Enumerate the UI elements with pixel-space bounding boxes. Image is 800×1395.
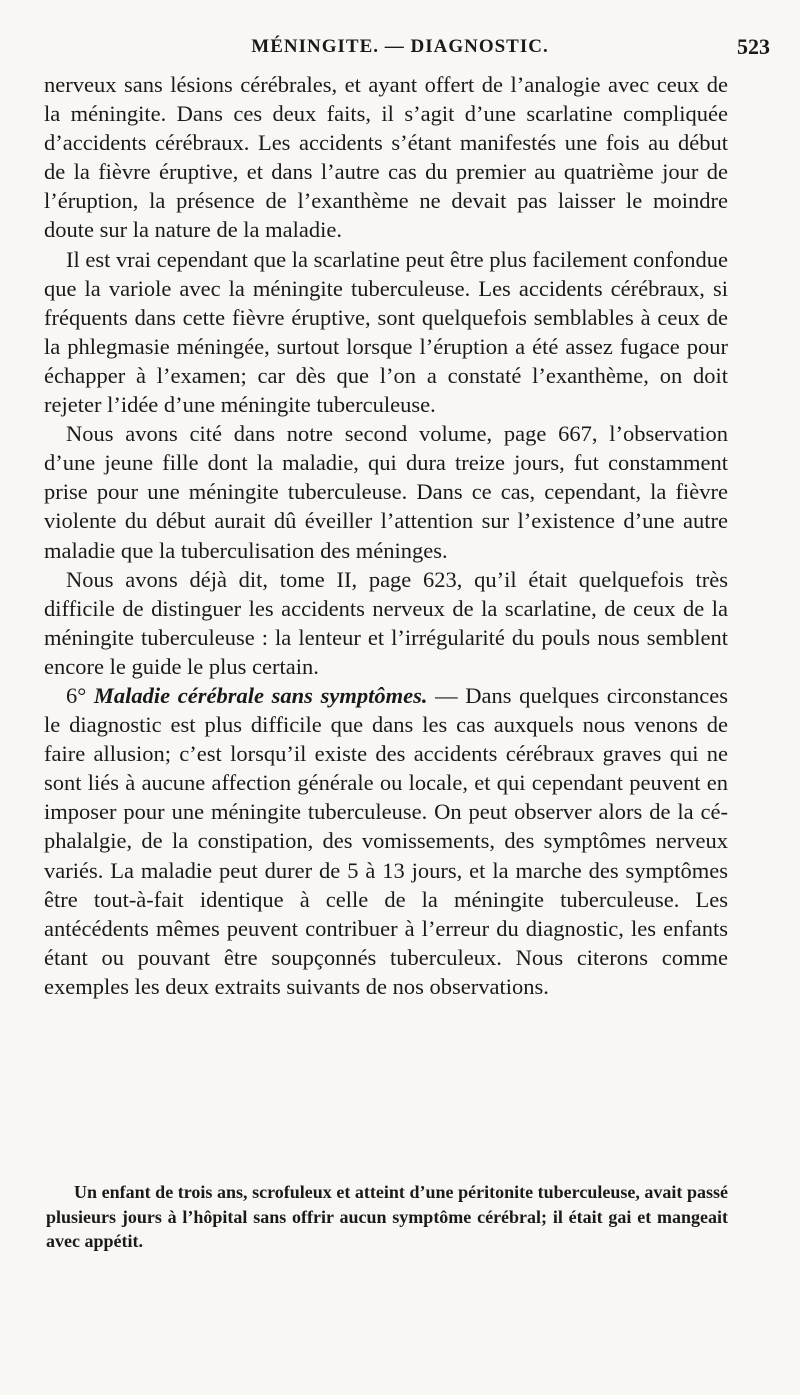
running-title: MÉNINGITE. — DIAGNOSTIC. bbox=[251, 36, 549, 57]
observation-extract bbox=[46, 1180, 728, 1254]
running-head bbox=[0, 36, 800, 66]
page-number: 523 bbox=[737, 34, 770, 59]
paragraph-pouls: Nous avons déjà dit, tome II, page 623, qu’il était quelquefois très difficile de distinguer les accidents nerveux de la scarlatine, de ceux de la méningite tuberculeuse : la lenteur et l’irrégularité du pouls nous semblent encore le guide le plus certain. bbox=[44, 566, 728, 679]
paragraph-scarlatine: Il est vrai cependant que la scarlatine peut être plus facilement confondue que la variole avec la méningite tuberculeuse. Les accidents cérébraux, si fréquents dans cette fièvre éruptive, sont quelquefois semblables à ceux de la phlegmasie méningée, surtout lorsque l’éruption a été assez fugace pour échapper à l’examen; car dès que l’on a constaté l’exanthème, on doit rejeter l’idée d’une méningite tuberculeuse. bbox=[44, 246, 728, 418]
paragraph-observation: Nous avons cité dans notre second volume, page 667, l’observation d’une jeune fille dont la maladie, qui dura treize jours, fut constamment prise pour une méningite tuberculeuse. Dans ce cas, cependant, la fièvre violente du début aurait dû éveiller l’attention sur l’existence d’une autre maladie que la tuberculisation des méninges. bbox=[44, 421, 728, 563]
paragraph-section-6 bbox=[44, 681, 728, 1001]
paragraph-continuation: nerveux sans lésions cérébrales, et ayant offert de l’analogie avec ceux de la méningite. Dans ces deux faits, il s’agit d’une scarlatine compliquée d’accidents cérébraux. Les accidents s’étant manifestés une fois au début de la fièvre éruptive, et dans l’autre cas du premier au quatrième jour de l’éruption, la présence de l’exanthème ne devait pas laisser le moindre doute sur la nature de la maladie. bbox=[44, 72, 728, 243]
observation-extract-text: Un enfant de trois ans, scrofuleux et atteint d’une péritonite tuberculeuse, avait passé plusieurs jours à l’hôpital sans offrir aucun symptôme cérébral; il était gai et mangeait avec appétit. bbox=[46, 1182, 728, 1251]
section-body: — Dans quelques circonstances le diagnostic est plus difficile que dans les cas auxquels nous venons de faire allusion; c’est lorsqu’il existe des accidents cérébraux graves qui ne sont liés à aucune affection générale ou locale, et qui cependant peuvent en imposer pour une méningite tuberculeuse. On peut observer alors de la céphalalgie, de la constipation, des vomissements, des symptômes nerveux variés. La maladie peut durer de 5 à 13 jours, et la marche des symptômes être tout-à-fait identique à celle de la méningite tuberculeuse. Les antécédents mêmes peuvent contribuer à l’erreur du diagnostic, les enfants étant ou pouvant être soupçonnés tuberculeux. Nous citerons comme exemples les deux extraits suivants de nos observations. bbox=[44, 682, 728, 999]
body-text bbox=[44, 70, 728, 1001]
section-number: 6° bbox=[66, 682, 87, 708]
section-title: Maladie cérébrale sans symptômes. bbox=[93, 682, 428, 708]
